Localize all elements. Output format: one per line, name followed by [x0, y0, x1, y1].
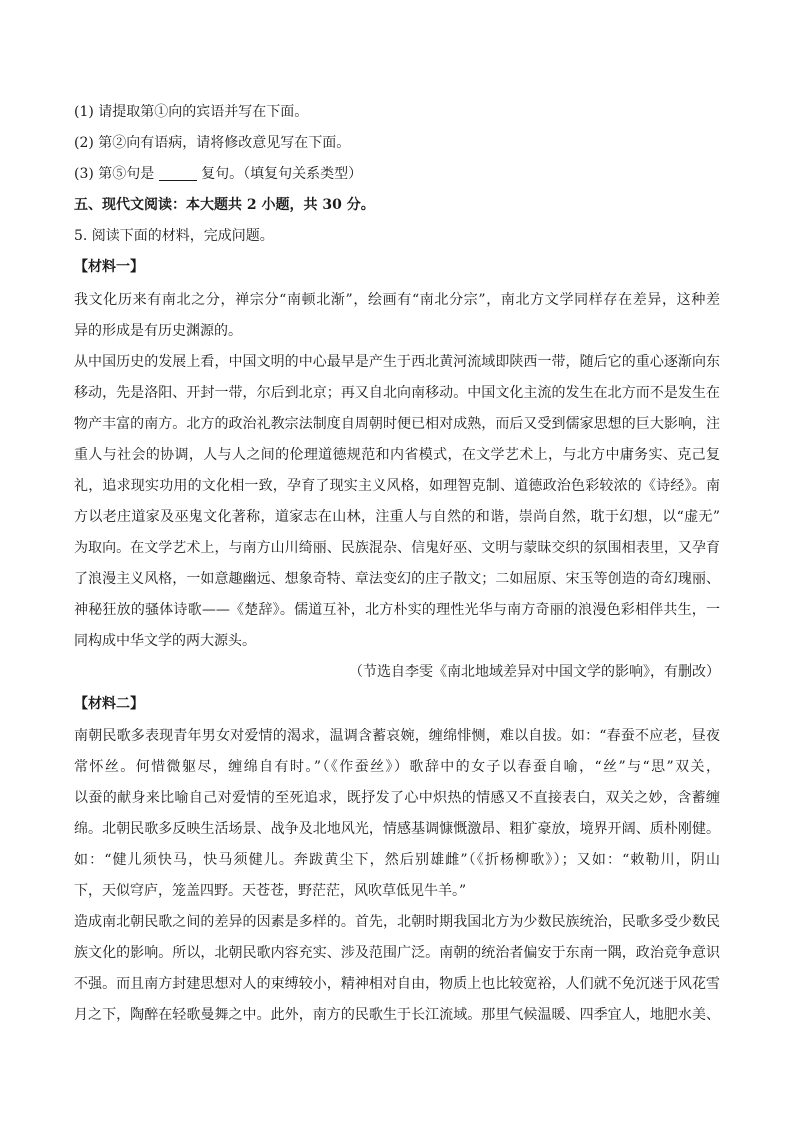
material-1-line: 物产丰富的南方。北方的政治礼教宗法制度自周朝时便已相对成熟，而后又受到儒家思想的巨大影响，注 [74, 416, 720, 432]
material-1-source: （节选自李雯《南北地域差异对中国文学的影响》，有删改） [349, 664, 720, 680]
material-1-line: 从中国历史的发展上看，中国文明的中心最早是产生于西北黄河流域即陕西一带，随后它的重心逐渐向东 [74, 354, 720, 370]
answer-blank [159, 166, 197, 181]
question-3 [74, 160, 720, 188]
question-5-instruction: 5. 阅读下面的材料，完成问题。 [74, 228, 274, 244]
material-1-line: 同构成中华文学的两大源头。 [74, 633, 256, 649]
material-2-line: 造成南北朝民歌之间的差异的因素是多样的。首先，北朝时期我国北方为少数民族统治，民歌多受少数民 [74, 914, 720, 930]
material-2-line: 绵。北朝民歌多反映生活场景、战争及北地风光，情感基调慷慨激昂、粗犷豪放，境界开阔、质朴刚健。 [74, 821, 720, 837]
material-1-line: 神秘狂放的骚体诗歌——《楚辞》。儒道互补，北方朴实的理性光华与南方奇丽的浪漫色彩相伴共生，一 [74, 602, 720, 618]
question-3-prefix: (3) 第⑤句是 [74, 166, 155, 182]
question-2: (2) 第②向有语病，请将修改意见写在下面。 [74, 135, 351, 151]
material-2-line: 南朝民歌多表现青年男女对爱情的渴求，温调含蓄哀婉，缠绵悱恻，难以自拔。如：“春蚕不应老，昼夜 [74, 728, 720, 744]
material-2-line: 不强。而且南方封建思想对人的束缚较小，精神相对自由，物质上也比较宽裕，人们就不免沉迷于风花雪 [74, 976, 720, 992]
material-2-line: 月之下，陶醉在轻歌曼舞之中。此外，南方的民歌生于长江流域。那里气候温暖、四季宜人，地肥水美、 [74, 1007, 720, 1023]
material-2-line: 以蚕的献身来比喻自己对爱情的至死追求，既抒发了心中炽热的情感又不直接表白，双关之妙，含蓄缠 [74, 790, 720, 806]
section-5-heading: 五、现代文阅读：本大题共 2 小题，共 30 分。 [74, 197, 375, 213]
material-1-line: 方以老庄道家及巫鬼文化著称，道家志在山林，注重人与自然的和谐，崇尚自然，耽于幻想，以“虚无” [74, 509, 720, 525]
material-1-line: 重人与社会的协调，人与人之间的伦理道德规范和内省模式，在文学艺术上，与北方中庸务实、克己复 [74, 447, 720, 463]
material-1-line: 为取向。在文学艺术上，与南方山川绮丽、民族混杂、信鬼好巫、文明与蒙昧交织的氛围相表里，又孕育 [74, 540, 720, 556]
question-3-suffix: 复句。（填复句关系类型） [201, 166, 363, 182]
material-2-line: 如：“健儿须快马，快马须健儿。奔跋黄尘下，然后别雄雌”（《折杨柳歌》）；又如：“敕勒川，阴山 [74, 852, 720, 868]
material-1-line: 礼，追求现实功用的文化相一致，孕育了现实主义风格，如理智克制、道德政治色彩较浓的《诗经》。南 [74, 478, 720, 494]
material-1-title: 【材料一】 [74, 259, 144, 275]
material-2-title: 【材料二】 [74, 696, 144, 712]
material-1-line: 我文化历来有南北之分，禅宗分“南顿北渐”，绘画有“南北分宗”，南北方文学同样存在差异，这种差 [74, 292, 720, 308]
material-2-line: 下，天似穹庐，笼盖四野。天苍苍，野茫茫，风吹草低见牛羊。” [74, 883, 467, 899]
material-1-line: 异的形成是有历史渊源的。 [74, 323, 242, 339]
material-2-line: 常怀丝。何惜微躯尽，缠绵自有时。”（《作蚕丝》）歌辞中的女子以春蚕自喻，“丝”与“思”双关， [74, 759, 720, 775]
material-1-line: 移动，先是洛阳、开封一带，尔后到北京；再又自北向南移动。中国文化主流的发生在北方而不是发生在 [74, 385, 720, 401]
question-1: (1) 请提取第①向的宾语并写在下面。 [74, 104, 309, 120]
material-2-line: 族文化的影响。所以，北朝民歌内容充实、涉及范围广泛。南朝的统治者偏安于东南一隅，政治竞争意识 [74, 945, 720, 961]
material-1-line: 了浪漫主义风格，一如意趣幽远、想象奇特、章法变幻的庄子散文；二如屈原、宋玉等创造的奇幻瑰丽、 [74, 571, 720, 587]
